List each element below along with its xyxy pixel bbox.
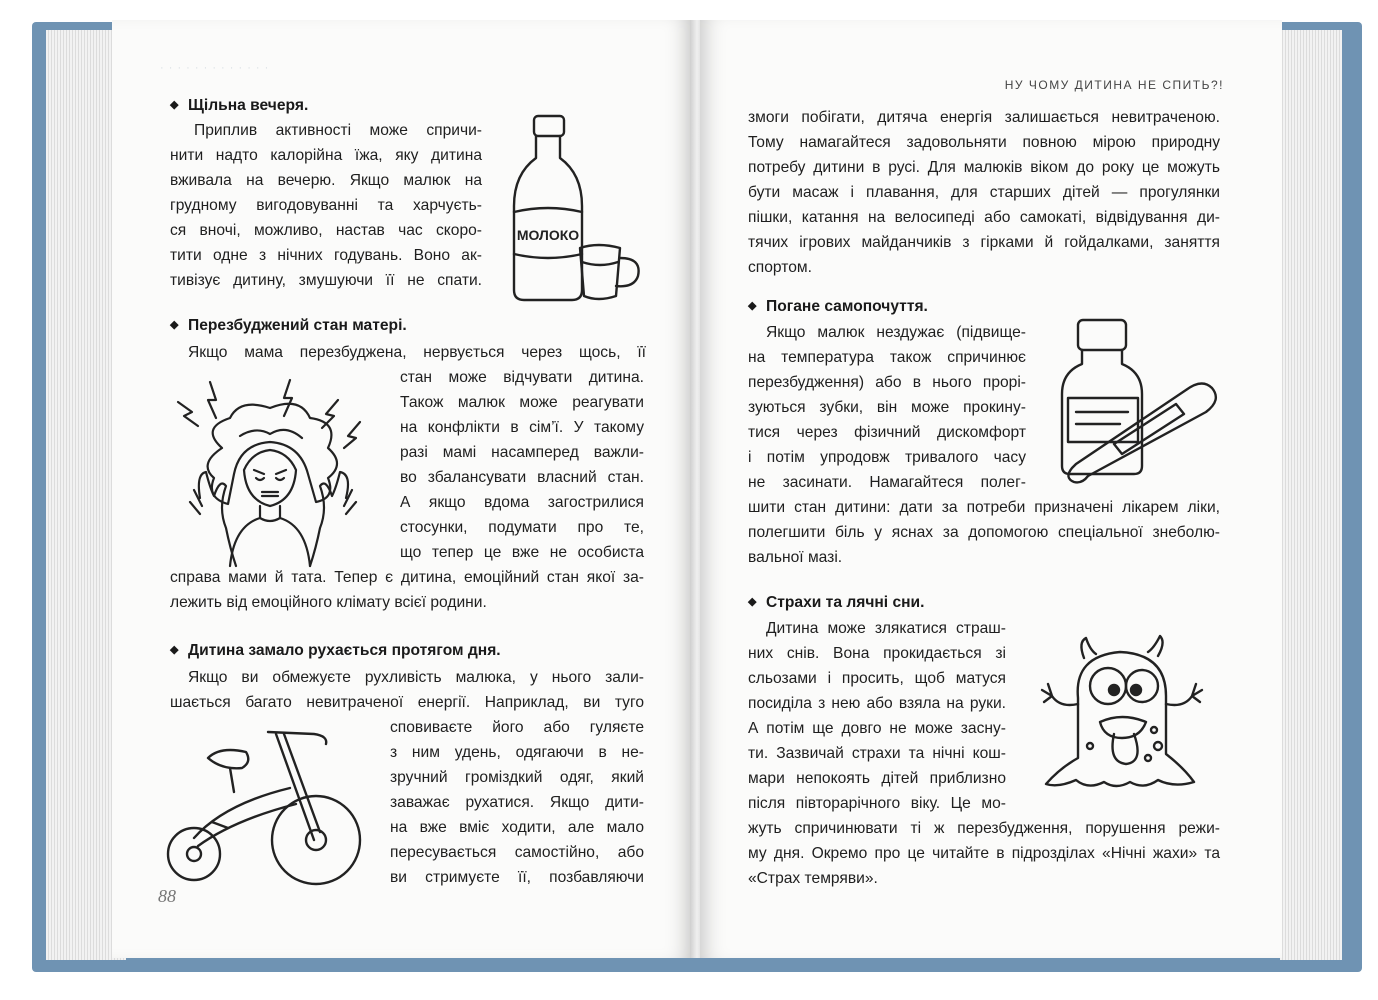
unwell-line-9: полегшити біль у яснах за допомогою спеціальної знеболю- [748,524,1220,541]
heading-movement: ◆ Дитина замало рухається протягом дня. [170,642,501,659]
fears-line-2: них снів. Вона прокидається зі [748,645,1006,662]
left-page [112,20,692,958]
mother-line-5: разі мамі насамперед важли- [400,444,644,461]
unwell-line-7: не засинати. Намагайтеся полег- [748,474,1026,491]
continuation-line-1: змоги побігати, дитяча енергія залишається невитраченою. [748,109,1220,126]
continuation-line-2: Тому намагайтеся задовольняти повною мірою природну [748,134,1220,151]
stressed-mother-icon [170,378,380,568]
page-edges-right [1280,30,1342,960]
mother-line-1: Якщо мама перезбуджена, нервується через щось, її [188,344,646,361]
cup-icon [580,245,639,299]
fears-line-4: посиділа з нею або взяла на руки. [748,695,1006,712]
monster-icon [1034,634,1212,800]
heading-mother: ◆ Перезбуджений стан матері. [170,317,407,334]
mother-line-2: стан може відчувати дитина. [400,369,644,386]
dinner-line-4: грудному вигодовуванні та харчуєть- [170,197,482,214]
continuation-line-6: тячих ігрових майданчиків з гірками й гойдалками, заняття [748,234,1220,251]
heading-dinner: ◆ Щільна вечеря. [170,97,309,114]
fears-line-3: сльозами і просить, щоб матуся [748,670,1006,687]
movement-line-9: ви стримуєте її, позбавляючи [390,869,644,886]
unwell-line-1: Якщо малюк нездужає (підвище- [766,324,1026,341]
heading-unwell: ◆ Погане самопочуття. [748,298,928,315]
unwell-line-6: і потім упродовж тривалого часу [748,449,1026,466]
fears-line-1: Дитина може злякатися страш- [766,620,1006,637]
mother-line-8: стосунки, подумати про те, [400,519,644,536]
mother-line-3: Також малюк може реагувати [400,394,644,411]
running-header: НУ ЧОМУ ДИТИНА НЕ СПИТЬ?! [1004,78,1224,92]
continuation-line-7: спортом. [748,259,812,276]
fears-line-6: ти. Зазвичай страхи та нічні кош- [748,745,1006,762]
dinner-line-5: ся вночі, можливо, настав час скоро- [170,222,482,239]
mother-line-9: що тепер це вже не особиста [400,544,644,561]
movement-line-6: заважає рухатися. Якщо дити- [390,794,644,811]
page-number: 88 [158,886,176,906]
mother-line-11: лежить від емоційного клімату всієї родини. [170,594,487,611]
dinner-line-2: нити надто калорійна їжа, яку дитина [170,147,482,164]
unwell-line-5: тися через фізичний дискомфорт [748,424,1026,441]
movement-line-3: сповиваєте його або гуляєте [390,719,644,736]
unwell-line-10: вальної мазі. [748,549,843,566]
ghost-running-header: · · · · · · · · · · · · · [160,62,270,74]
dinner-line-7: тивізує дитину, змушуючи її не спати. [170,272,482,289]
dinner-line-6: тити одне з нічних годувань. Воно ак- [170,247,482,264]
dinner-line-3: вживала на вечерю. Якщо малюк на [170,172,482,189]
mother-line-4: на конфлікти в сім’ї. У такому [400,419,644,436]
fears-line-9: жуть спричинювати ті ж перезбудження, порушення режи- [748,820,1220,837]
movement-line-1: Якщо ви обмежуєте рухливість малюка, у нього зали- [188,669,644,686]
medicine-bottle-icon [1056,316,1226,486]
dinner-line-1: Приплив активності може спричи- [194,122,482,139]
continuation-line-5: пішки, катання на велосипеді або самокаті, відвідування ди- [748,209,1220,226]
continuation-line-4: бути масаж і плавання, для старших дітей — прогулянки [748,184,1220,201]
movement-line-2: шається багато невитраченої енергії. Наприклад, ви туго [170,694,644,711]
mother-line-6: во збалансувати власний стан. [400,469,644,486]
movement-line-5: зручний громіздкий одяг, який [390,769,644,786]
fears-line-8: після півторарічного віку. Це мо- [748,795,1006,812]
movement-line-7: на вже вміє ходити, але мало [390,819,644,836]
continuation-line-3: потребу дитини в русі. Для малюків віком до року це можуть [748,159,1220,176]
tricycle-icon [164,728,368,892]
mother-line-10: справа мами й тата. Тепер є дитина, емоційний стан якої за- [170,569,644,586]
fears-line-5: А потім ще довго не може засну- [748,720,1006,737]
fears-line-10: му дня. Окремо про це читайте в підрозділах «Нічні жахи» та [748,845,1220,862]
unwell-line-2: на температура також спричинює [748,349,1026,366]
mother-line-7: А якщо вдома загострилися [400,494,644,511]
heading-fears: ◆ Страхи та лячні сни. [748,594,925,611]
unwell-line-4: зуються зубки, він може прокину- [748,399,1026,416]
fears-line-7: мари непокоять дітей приблизно [748,770,1006,787]
right-page [700,20,1282,958]
bottle-label: МОЛОКО [516,227,580,243]
movement-line-8: пересувається самостійно, або [390,844,644,861]
unwell-line-3: перезбудження) або в нього прорі- [748,374,1026,391]
unwell-line-8: шити стан дитини: дати за потреби призначені лікарем ліки, [748,499,1220,516]
milk-bottle-icon [508,112,658,308]
movement-line-4: з ним удень, одягаючи в не- [390,744,644,761]
fears-line-11: «Страх темряви». [748,870,878,887]
